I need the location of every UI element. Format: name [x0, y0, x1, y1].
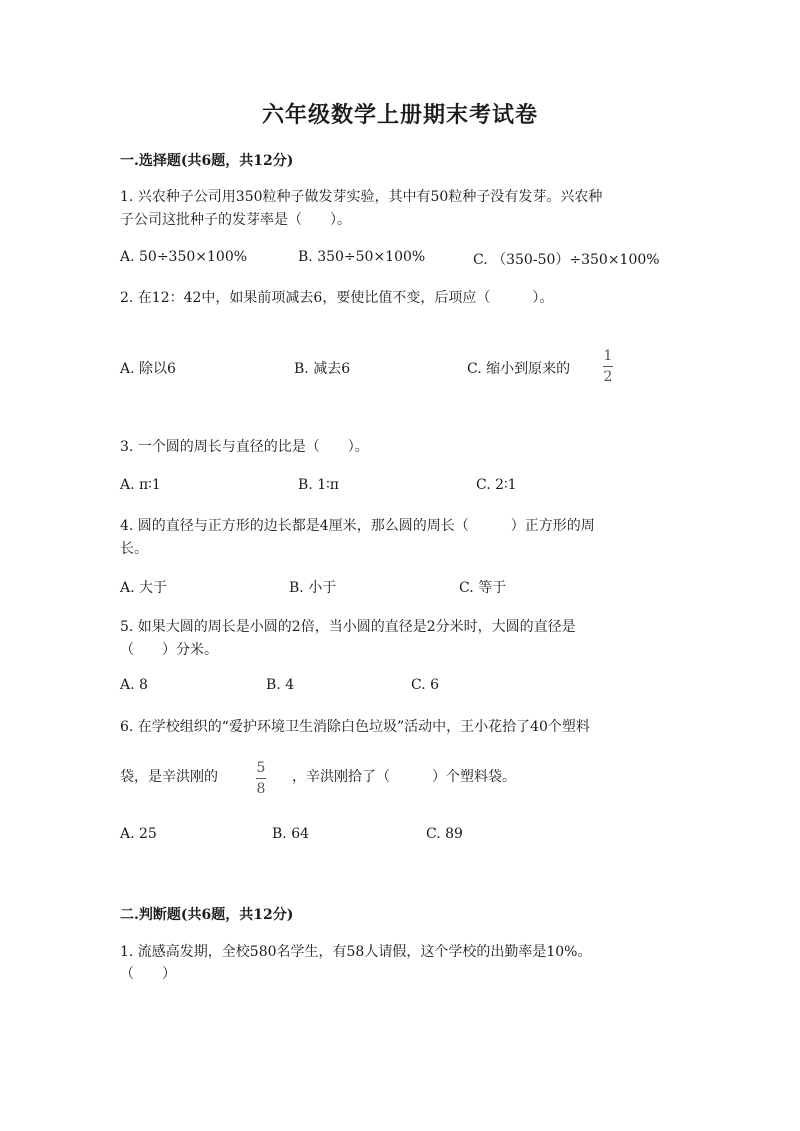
question-6-line-2-before: 袋，是辛洪刚的: [120, 769, 218, 785]
question-6-option-a: A. 25: [120, 826, 157, 842]
fraction-bar: [256, 778, 266, 779]
section-heading-choice: 一.选择题(共6题，共12分): [120, 153, 294, 169]
question-2-option-c: C. 缩小到原来的: [467, 361, 571, 377]
question-4-option-b: B. 小于: [289, 580, 337, 596]
fraction-one-half: [603, 348, 613, 385]
fraction-denominator: 8: [256, 781, 266, 797]
fraction-bar: [603, 366, 613, 367]
fraction-denominator: 2: [603, 369, 613, 385]
question-2-option-a: A. 除以6: [120, 361, 176, 377]
question-1-line-2: 子公司这批种子的发芽率是（ ）。: [120, 212, 351, 228]
question-6-line-1: 6. 在学校组织的“爱护环境卫生消除白色垃圾”活动中，王小花拾了40个塑料: [120, 719, 590, 735]
question-6-line-2-after: ，辛洪刚拾了（ ）个塑料袋。: [292, 769, 516, 785]
question-3-option-a: A. π∶1: [120, 477, 161, 493]
question-3-option-c: C. 2∶1: [476, 477, 517, 493]
question-5-line-1: 5. 如果大圆的周长是小圆的2倍，当小圆的直径是2分米时，大圆的直径是: [120, 619, 576, 635]
judgment-question-1-line-1: 1. 流感高发期，全校580名学生，有58人请假，这个学校的出勤率是10%。: [120, 944, 592, 960]
question-4-option-a: A. 大于: [120, 580, 168, 596]
question-3-option-b: B. 1∶π: [298, 477, 339, 493]
fraction-five-eighths: [256, 760, 266, 797]
question-5-option-c: C. 6: [411, 677, 440, 693]
fraction-numerator: 1: [603, 348, 613, 364]
question-5-line-2: （ ）分米。: [120, 642, 218, 658]
question-6-option-c: C. 89: [426, 826, 463, 842]
page-title: 六年级数学上册期末考试卷: [261, 102, 538, 128]
question-4-line-2: 长。: [120, 541, 148, 557]
question-5-option-a: A. 8: [120, 677, 148, 693]
question-2-line-1: 2. 在12：42中，如果前项减去6，要使比值不变，后项应（ ）。: [120, 290, 554, 306]
question-4-option-c: C. 等于: [459, 580, 507, 596]
question-4-line-1: 4. 圆的直径与正方形的边长都是4厘米，那么圆的周长（ ）正方形的周: [120, 518, 595, 534]
section-heading-judgment: 二.判断题(共6题，共12分): [120, 907, 294, 923]
question-3-line-1: 3. 一个圆的周长与直径的比是（ ）。: [120, 439, 369, 455]
question-2-option-b: B. 减去6: [294, 361, 351, 377]
question-1-option-c: C. （350-50）÷350×100%: [473, 252, 660, 268]
question-6-option-b: B. 64: [272, 826, 310, 842]
fraction-numerator: 5: [256, 760, 266, 776]
question-1-option-a: A. 50÷350×100%: [120, 249, 248, 265]
question-5-option-b: B. 4: [266, 677, 295, 693]
question-1-option-b: B. 350÷50×100%: [298, 249, 426, 265]
question-1-line-1: 1. 兴农种子公司用350粒种子做发芽实验，其中有50粒种子没有发芽。兴农种: [120, 189, 603, 205]
judgment-question-1-line-2: （ ）: [120, 966, 176, 982]
